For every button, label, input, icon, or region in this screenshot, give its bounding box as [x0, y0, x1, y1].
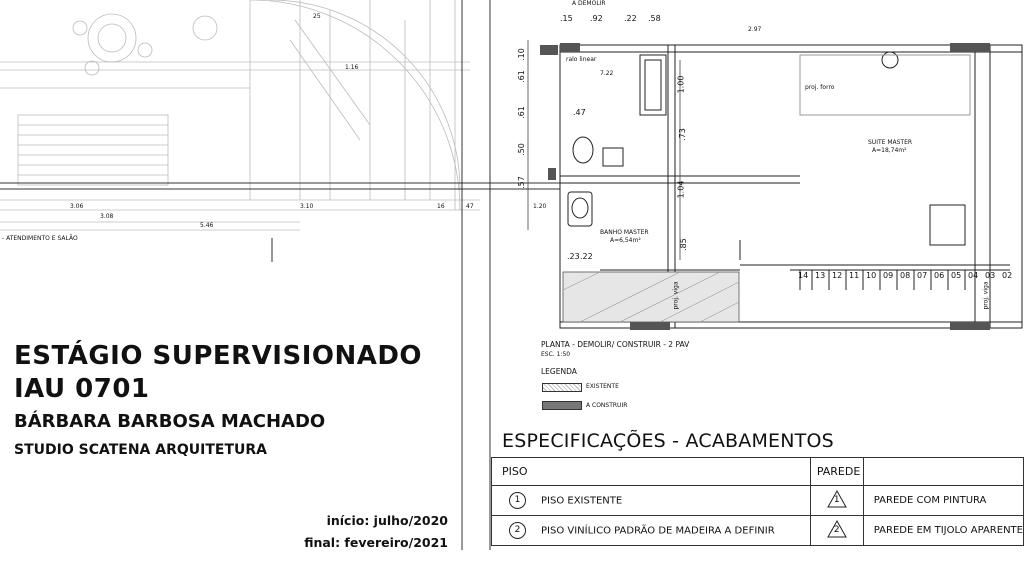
stair-step: 08 [900, 271, 911, 280]
table-header-row [492, 458, 1024, 486]
dimension-label: 16 [437, 203, 445, 210]
plan-label: A DEMOLIR [572, 0, 606, 7]
room-area: A=6,54m² [610, 237, 641, 244]
side-dimension: 7.22 [600, 70, 614, 77]
stair-step: 05 [951, 271, 962, 280]
piso-cell [492, 486, 811, 516]
legend-swatch-existente [542, 383, 582, 392]
room-name: BANHO MASTER [600, 229, 649, 236]
header-piso: PISO [492, 458, 811, 486]
parede-number: 2 [833, 525, 840, 535]
legend-title: LEGENDA [541, 367, 577, 376]
side-dimension: .61 [516, 106, 526, 119]
studio-name: STUDIO SCATENA ARQUITETURA [14, 442, 267, 458]
plan-label: ralo linear [566, 56, 597, 63]
triangle-badge-icon [827, 490, 847, 508]
side-dimension: .73 [677, 128, 687, 141]
plan-label: proj. viga [672, 281, 680, 310]
side-dimension: .47 [573, 108, 586, 117]
dimension-label: 25 [313, 13, 321, 20]
dimension-label: 1.16 [345, 64, 359, 71]
side-dimension: .61 [516, 70, 526, 83]
dimension-label: 3.08 [100, 213, 114, 220]
piso-description: PISO EXISTENTE [541, 495, 623, 507]
title-line-1: ESTÁGIO SUPERVISIONADO [14, 341, 423, 371]
side-dimension: 1.00 [676, 75, 686, 94]
side-dimension: .23 [567, 252, 580, 261]
stair-step: 11 [849, 271, 860, 280]
dimension-label: 3.10 [300, 203, 314, 210]
side-dimension: 1.04 [676, 180, 686, 199]
header-parede: PAREDE [810, 458, 863, 486]
author-name: BÁRBARA BARBOSA MACHADO [14, 411, 326, 432]
top-dimension: .92 [590, 14, 603, 23]
piso-number-badge: 2 [509, 522, 526, 539]
top-dimension: .58 [648, 14, 661, 23]
title-block [14, 340, 422, 462]
stair-step: 06 [934, 271, 945, 280]
parede-badge-cell [810, 486, 863, 516]
side-dimension: .85 [678, 238, 688, 251]
room-label-atendimento: - ATENDIMENTO E SALÃO [2, 235, 78, 242]
stair-step: 09 [883, 271, 894, 280]
plan-title: PLANTA - DEMOLIR/ CONSTRUIR - 2 PAV [541, 340, 690, 349]
dimension-label: 47 [466, 203, 474, 210]
stair-numbers [798, 271, 1016, 280]
table-row [492, 486, 1024, 516]
date-range [304, 510, 448, 554]
plan-label: proj. viga [982, 281, 990, 310]
parede-badge-cell [810, 516, 863, 546]
legend-label: EXISTENTE [586, 383, 619, 390]
start-date: início: julho/2020 [326, 513, 448, 528]
side-dimension: .10 [516, 48, 526, 61]
dimension-label: 1.20 [533, 203, 547, 210]
stair-step: 14 [798, 271, 809, 280]
room-name: SUITE MASTER [868, 139, 913, 146]
stair-step: 13 [815, 271, 826, 280]
plan-scale: ESC. 1:50 [541, 351, 571, 358]
title-line-2: IAU 0701 [14, 374, 150, 404]
legend-label: A CONSTRUIR [586, 402, 628, 409]
table-row [492, 516, 1024, 546]
dimension-label: 3.06 [70, 203, 84, 210]
parede-description: PAREDE EM TIJOLO APARENTE [863, 516, 1023, 546]
piso-cell [492, 516, 811, 546]
stair-step: 03 [985, 271, 996, 280]
dimension-label: 5.46 [200, 222, 214, 229]
parede-number: 1 [833, 495, 840, 505]
side-dimension: .22 [580, 252, 593, 261]
end-date: final: fevereiro/2021 [304, 535, 448, 550]
top-dimension: .22 [624, 14, 637, 23]
side-dimension: .57 [516, 176, 526, 189]
specs-table [491, 457, 1024, 546]
parede-description: PAREDE COM PINTURA [863, 486, 1023, 516]
triangle-badge-icon [827, 520, 847, 538]
stair-step: 12 [832, 271, 843, 280]
stair-step: 10 [866, 271, 877, 280]
header-empty [863, 458, 1023, 486]
piso-number-badge: 1 [509, 492, 526, 509]
piso-description: PISO VINÍLICO PADRÃO DE MADEIRA A DEFINIR [541, 525, 775, 537]
room-area: A=18,74m² [872, 147, 907, 154]
plan-label: proj. forro [805, 84, 835, 91]
stair-step: 02 [1002, 271, 1013, 280]
stair-step: 04 [968, 271, 979, 280]
side-dimension: .50 [516, 143, 526, 156]
specs-title: ESPECIFICAÇÕES - ACABAMENTOS [502, 430, 834, 452]
stair-step: 07 [917, 271, 928, 280]
top-dimension: .15 [560, 14, 573, 23]
top-dimension: 2.97 [748, 26, 762, 33]
legend-swatch-construir [542, 401, 582, 410]
